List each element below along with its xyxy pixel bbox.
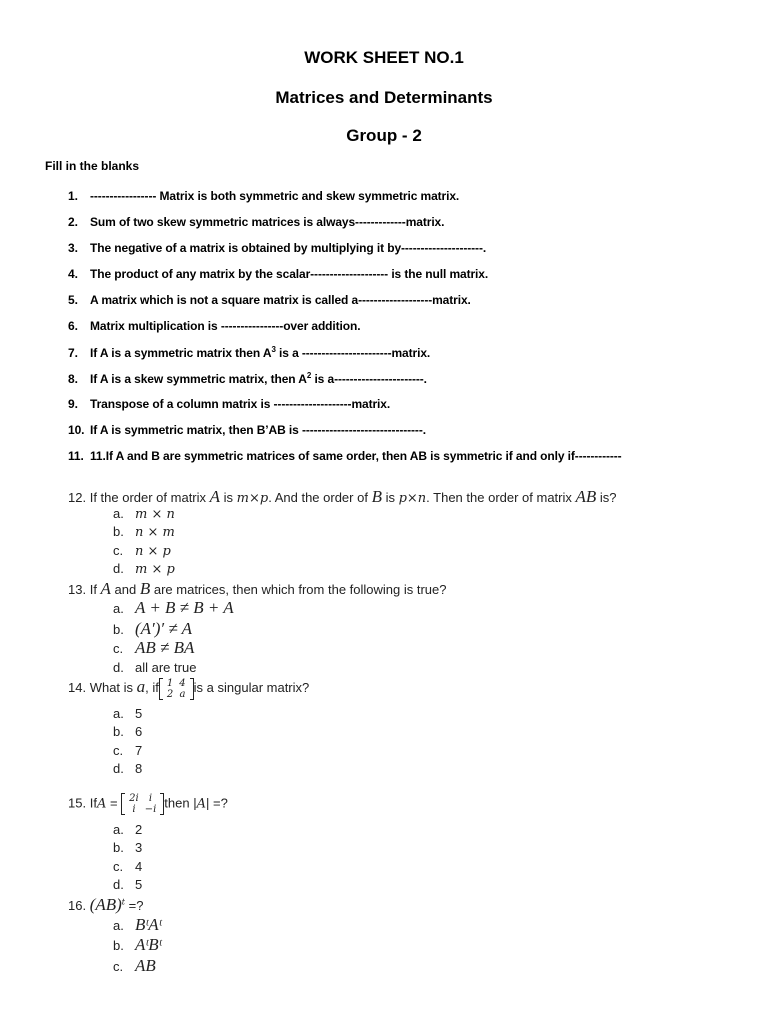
blank-item-1: 1. ----------------- Matrix is both symmetric and skew symmetric matrix. <box>68 189 460 203</box>
worksheet-group: Group - 2 <box>346 126 422 145</box>
question-14: 14. What is a, if 1 4 2 a is a singular matrix? <box>68 677 310 700</box>
question-12: 12. If the order of matrix A is m×p. And the order of B is p×n. Then the order of matrix AB is? <box>68 487 617 506</box>
option-14d: d. 8 <box>113 761 143 776</box>
option-14c: c. 7 <box>113 743 143 758</box>
option-13a: a. A + B ≠ B + A <box>113 598 234 617</box>
worksheet-subtitle: Matrices and Determinants <box>275 88 493 107</box>
option-13b: b. (A′)′ ≠ A <box>113 619 193 638</box>
question-15: 15. IfA = 2i i i −i then |A| =? <box>68 793 228 815</box>
blank-item-3: 3. The negative of a matrix is obtained by multiplying it by---------------------. <box>68 241 487 255</box>
blank-item-10: 10. If A is symmetric matrix, then B’AB is -------------------------------. <box>68 423 426 437</box>
option-15a: a. 2 <box>113 822 143 837</box>
matrix-14: 1 4 2 a <box>159 678 194 700</box>
option-14a: a. 5 <box>113 706 143 721</box>
option-16b: b. AᵗBᵗ <box>113 935 162 954</box>
option-15b: b. 3 <box>113 840 143 855</box>
blank-item-2: 2. Sum of two skew symmetric matrices is always-------------matrix. <box>68 215 445 229</box>
blank-item-9: 9. Transpose of a column matrix is --------------------matrix. <box>68 397 391 411</box>
question-16: 16. (AB)$^t$ =? <box>68 895 144 914</box>
option-13c: c. AB ≠ BA <box>113 638 195 657</box>
option-13d: d. all are true <box>113 660 197 675</box>
blank-item-8: 8. If A is a skew symmetric matrix, then $A^2$ is a-----------------------. <box>68 371 427 386</box>
blank-item-7: 7. If A is a symmetric matrix then $A^3$ is a -----------------------matrix. <box>68 345 431 360</box>
blank-item-4: 4. The product of any matrix by the scalar-------------------- is the null matrix. <box>68 267 489 281</box>
matrix-15: 2i i i −i <box>121 793 164 815</box>
option-15c: c. 4 <box>113 859 143 874</box>
blank-item-5: 5. A matrix which is not a square matrix is called a-------------------matrix. <box>68 293 471 307</box>
option-12d: d. m × p <box>113 561 175 577</box>
blank-item-6: 6. Matrix multiplication is ----------------over addition. <box>68 319 361 333</box>
option-16a: a. BᵗAᵗ <box>113 915 162 934</box>
section-label: Fill in the blanks <box>45 159 140 173</box>
blank-item-11: 11. 11.If A and B are symmetric matrices of same order, then AB is symmetric if and only if------------ <box>68 449 622 463</box>
option-16c: c. AB <box>113 956 156 975</box>
option-14b: b. 6 <box>113 724 143 739</box>
option-15d: d. 5 <box>113 877 143 892</box>
option-12a: a. m × n <box>113 506 175 522</box>
worksheet-title: WORK SHEET NO.1 <box>304 48 464 67</box>
option-12b: b. n × m <box>113 524 175 540</box>
question-13: 13. If A and B are matrices, then which from the following is true? <box>68 579 447 598</box>
option-12c: c. n × p <box>113 543 171 559</box>
